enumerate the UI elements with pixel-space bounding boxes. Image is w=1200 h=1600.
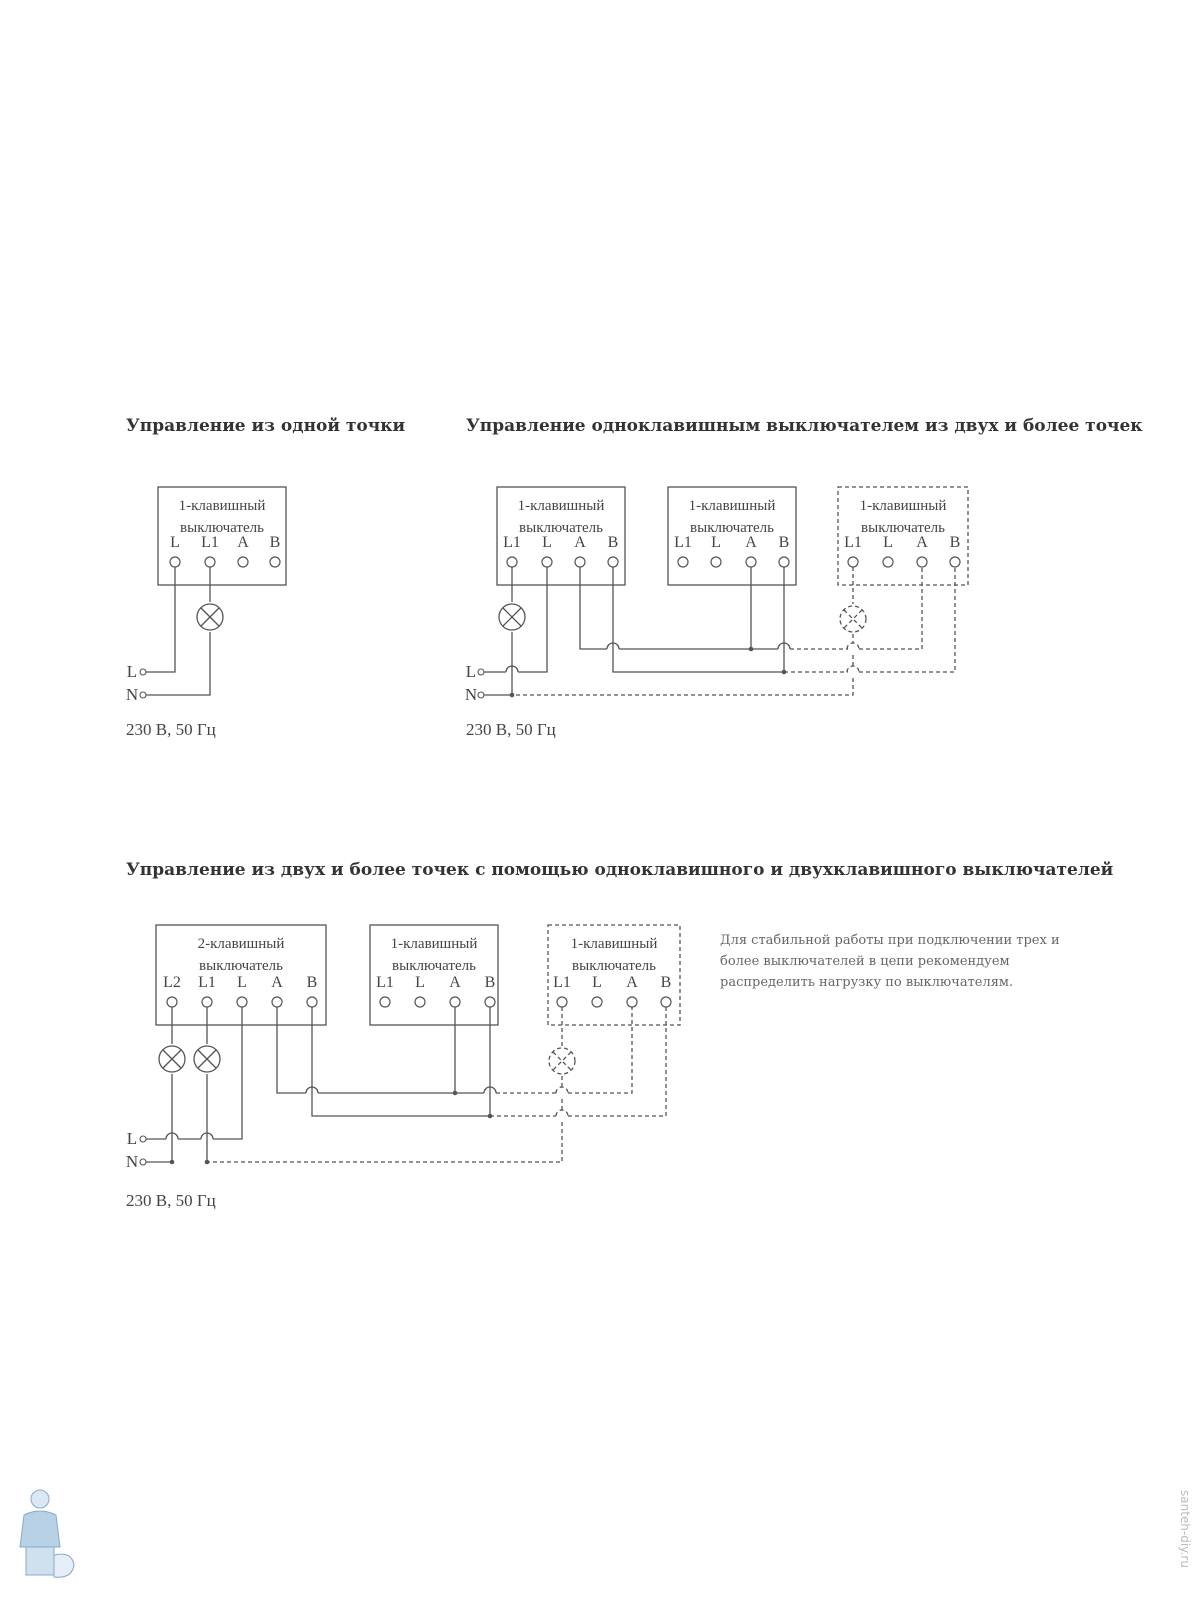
d2-switch-3-terminal-label: A [916,534,928,551]
d1-switch-terminal [205,557,215,567]
d2-switch-3-label-top: 1-клавишный [859,498,947,514]
d3-switch-2-terminal [485,997,495,1007]
d3-n-label: N [125,1152,139,1171]
d2-lamp-optional [840,606,866,632]
d1-n-label: N [125,685,139,704]
d2-switch-2-terminal [711,557,721,567]
d2-switch-2-terminal [779,557,789,567]
d3-lamp-2 [194,1046,220,1072]
d3-switch-3-terminal [627,997,637,1007]
d1-lamp [197,604,223,630]
d3-l-terminal [140,1136,146,1142]
d3-wire-l [213,1007,242,1139]
d2-switch-1-terminal [542,557,552,567]
d2-switch-1-terminal-label: A [574,534,586,551]
d3-wire-n-1 [146,1074,172,1162]
d3-switch-2-terminal-label: B [484,974,496,991]
d3-junction-n1 [170,1160,175,1165]
d3-switch-double-terminal-label: L2 [163,974,181,991]
title-combo: Управление из двух и более точек с помощью одноклавишного и двухклавишного выключателей [126,860,1114,880]
title-two-points: Управление одноклавишным выключателем из двух и более точек [466,416,1143,436]
d3-lamp-1 [159,1046,185,1072]
d2-wire-a-dash-2 [859,567,922,649]
d3-switch-double-label-top: 2-клавишный [197,936,285,952]
d2-switch-1-terminal-label: L1 [503,534,521,551]
plumber-logo-icon [10,1485,80,1585]
d3-switch-3-terminal-label: L [592,974,602,991]
d3-l-label: L [126,1129,138,1148]
d3-switch-2-label-bottom: выключатель [392,958,476,974]
d3-n-terminal [140,1159,146,1165]
d1-switch-label-top: 1-клавишный [178,498,266,514]
d3-switch-double-terminal-label: B [306,974,318,991]
d2-voltage: 230 В, 50 Гц [466,720,556,739]
d3-switch-double-terminal [237,997,247,1007]
d1-switch-terminal [170,557,180,567]
d3-wire-b [312,1007,490,1116]
d2-switch-3-terminal-label: L1 [844,534,862,551]
d3-switch-double-terminal [202,997,212,1007]
d3-switch-double-terminal-label: L [237,974,247,991]
d2-switch-3-terminal [848,557,858,567]
d2-switch-1-terminal-label: L [542,534,552,551]
d2-junction-n [510,693,515,698]
d3-switch-double-terminal [307,997,317,1007]
d3-lamp-optional [549,1048,575,1074]
d2-switch-3-terminal-label: B [949,534,961,551]
d1-l-terminal [140,669,146,675]
d2-switch-1-label-bottom: выключатель [519,520,603,536]
d2-crossing-a3 [847,643,859,649]
d1-wire-n [146,632,210,695]
d1-switch-label-bottom: выключатель [180,520,264,536]
d2-switch-3-terminal [950,557,960,567]
d2-switch-1-terminal [608,557,618,567]
d2-wire-a [580,567,607,649]
d1-n-terminal [140,692,146,698]
d1-voltage: 230 В, 50 Гц [126,720,216,739]
title-one-point: Управление из одной точки [126,416,406,436]
d2-lamp-optional-ring [840,606,866,632]
d2-switch-3-terminal [917,557,927,567]
d3-voltage: 230 В, 50 Гц [126,1191,216,1210]
d2-switch-2-terminal [746,557,756,567]
d3-switch-double-terminal [167,997,177,1007]
watermark: santeh-diy.ru [1178,1490,1192,1568]
d3-switch-2-terminal-label: A [449,974,461,991]
d2-switch-1-label-top: 1-клавишный [517,498,605,514]
d2-wire-n-solid [484,632,512,695]
d2-switch-3-terminal [883,557,893,567]
d3-switch-2-terminal [450,997,460,1007]
d2-lamp [499,604,525,630]
d3-wire-a [277,1007,306,1093]
d3-lamp-optional-ring [549,1048,575,1074]
d2-l-terminal [478,669,484,675]
d3-switch-3-label-bottom: выключатель [572,958,656,974]
d3-junction-a [453,1091,458,1096]
d3-wire-a-dash-2 [568,1007,632,1093]
d2-switch-2-terminal-label: A [745,534,757,551]
d3-switch-2-label-top: 1-клавишный [390,936,478,952]
d2-switch-3-label-bottom: выключатель [861,520,945,536]
d2-switch-1-terminal [575,557,585,567]
d3-switch-double-label-bottom: выключатель [199,958,283,974]
d1-wire-l [146,567,175,672]
d2-wire-n-dash [512,678,853,695]
d2-switch-2-terminal-label: B [778,534,790,551]
d2-wire-b-dash-2 [859,567,955,672]
d2-switch-1-terminal-label: B [607,534,619,551]
d2-wire-b [613,567,784,672]
d1-switch-terminal-label: L [170,534,180,551]
d3-switch-2-terminal-label: L1 [376,974,394,991]
d2-switch-2-terminal [678,557,688,567]
d3-switch-3-label-top: 1-клавишный [570,936,658,952]
d2-switch-2-terminal-label: L1 [674,534,692,551]
d2-switch-3-terminal-label: L [883,534,893,551]
d3-crossing-a3 [556,1087,568,1093]
d1-switch-terminal-label: B [269,534,281,551]
d3-switch-3-terminal-label: A [626,974,638,991]
d2-l-label: L [465,662,477,681]
d3-wire-n-dash [207,1122,562,1162]
d3-switch-2-terminal [380,997,390,1007]
d3-switch-2-terminal-label: L [415,974,425,991]
d1-switch-terminal [270,557,280,567]
d3-switch-3-terminal-label: L1 [553,974,571,991]
d3-switch-3-terminal-label: B [660,974,672,991]
d2-switch-2-label-top: 1-клавишный [688,498,776,514]
d1-switch-terminal-label: L1 [201,534,219,551]
d2-crossing-b [847,666,859,672]
d2-n-terminal [478,692,484,698]
d3-switch-double-terminal-label: L1 [198,974,216,991]
d3-wire-b-dash-2 [568,1007,666,1116]
d1-l-label: L [126,662,138,681]
d3-switch-3-terminal [661,997,671,1007]
recommendation-note: Для стабильной работы при подключении трех и более выключателей в цепи рекомендуем распределить нагрузку по выключателям. [720,933,1060,990]
d3-switch-double-terminal [272,997,282,1007]
d3-switch-double-terminal-label: A [271,974,283,991]
d3-crossing-b [556,1110,568,1116]
d2-switch-2-terminal-label: L [711,534,721,551]
d2-switch-2-label-bottom: выключатель [690,520,774,536]
d1-switch-terminal-label: A [237,534,249,551]
d1-switch-terminal [238,557,248,567]
d3-switch-3-terminal [557,997,567,1007]
d3-switch-2-terminal [415,997,425,1007]
d2-n-label: N [464,685,478,704]
d2-switch-1-terminal [507,557,517,567]
d3-switch-3-terminal [592,997,602,1007]
